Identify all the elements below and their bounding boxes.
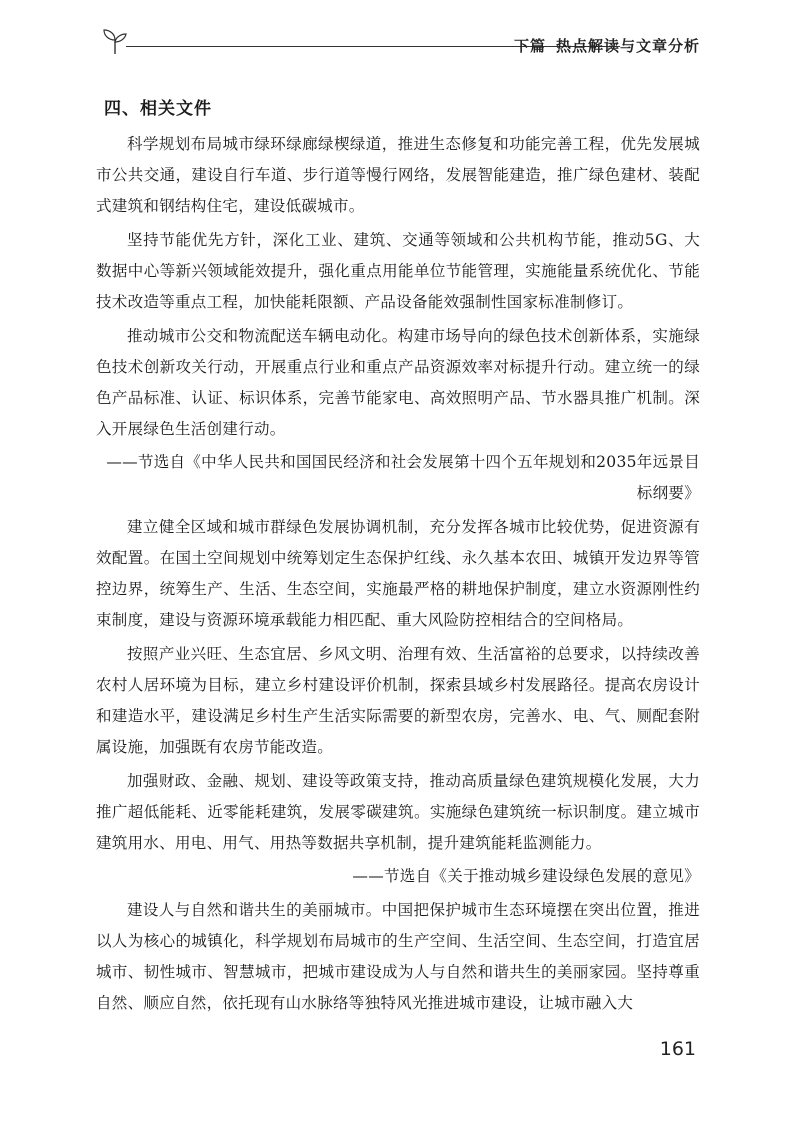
header-section-title: 热点解读与文章分析 — [555, 37, 700, 55]
paragraph: 坚持节能优先方针，深化工业、建筑、交通等领域和公共机构节能，推动5G、大数据中心等新兴领域能效提升，强化重点用能单位节能管理，实施能量系统优化、节能技术改造等重点工程，加快能耗限额、产品设备能效强制性国家标准制修订。 — [96, 231, 700, 311]
paragraph: 按照产业兴旺、生态宜居、乡风文明、治理有效、生活富裕的总要求，以持续改善农村人居环境为目标，建立乡村建设评价机制，探索县域乡村发展路径。提高农房设计和建造水平，建设满足乡村生产生活实际需要的新型农房，完善水、电、气、厕配套附属设施，加强既有农房节能改造。 — [96, 645, 700, 756]
source-citation: ——节选自《关于推动城乡建设绿色发展的意见》 — [352, 867, 700, 885]
section-heading: 四、相关文件 — [104, 99, 212, 119]
paragraph: 建立健全区域和城市群绿色发展协调机制，充分发挥各城市比较优势，促进资源有效配置。在国土空间规划中统筹划定生态保护红线、永久基本农田、城镇开发边界等管控边界，统筹生产、生活、生态空间，实施最严格的耕地保护制度，建立水资源刚性约束制度，建设与资源环境承载能力相匹配、重大风险防控相结合的空间格局。 — [96, 518, 700, 629]
paragraph: 推动城市公交和物流配送车辆电动化。构建市场导向的绿色技术创新体系，实施绿色技术创新攻关行动，开展重点行业和重点产品资源效率对标提升行动。建立统一的绿色产品标准、认证、标识体系，完善节能家电、高效照明产品、节水器具推广机制。深入开展绿色生活创建行动。 — [96, 327, 700, 438]
paragraph: 科学规划布局城市绿环绿廊绿楔绿道，推进生态修复和功能完善工程，优先发展城市公共交通，建设自行车道、步行道等慢行网络，发展智能建造，推广绿色建材、装配式建筑和钢结构住宅，建设低碳城市。 — [96, 135, 700, 215]
source-citation: ——节选自《中华人民共和国国民经济和社会发展第十四个五年规划和2035年远景目标纲要》 — [106, 453, 700, 502]
sprout-icon — [100, 26, 130, 56]
page-number: 161 — [659, 1038, 696, 1060]
header-title — [514, 35, 700, 56]
running-header — [100, 22, 700, 62]
page-body — [96, 94, 700, 1019]
paragraph: 加强财政、金融、规划、建设等政策支持，推动高质量绿色建筑规模化发展，大力推广超低能耗、近零能耗建筑，发展零碳建筑。实施绿色建筑统一标识制度。建立城市建筑用水、用电、用气、用热等数据共享机制，提升建筑能耗监测能力。 — [96, 772, 700, 852]
paragraph: 建设人与自然和谐共生的美丽城市。中国把保护城市生态环境摆在突出位置，推进以人为核心的城镇化，科学规划布局城市的生产空间、生活空间、生态空间，打造宜居城市、韧性城市、智慧城市，把城市建设成为人与自然和谐共生的美丽家园。坚持尊重自然、顺应自然，依托现有山水脉络等独特风光推进城市建设，让城市融入大 — [96, 901, 700, 1012]
header-part: 下篇 — [513, 37, 546, 55]
